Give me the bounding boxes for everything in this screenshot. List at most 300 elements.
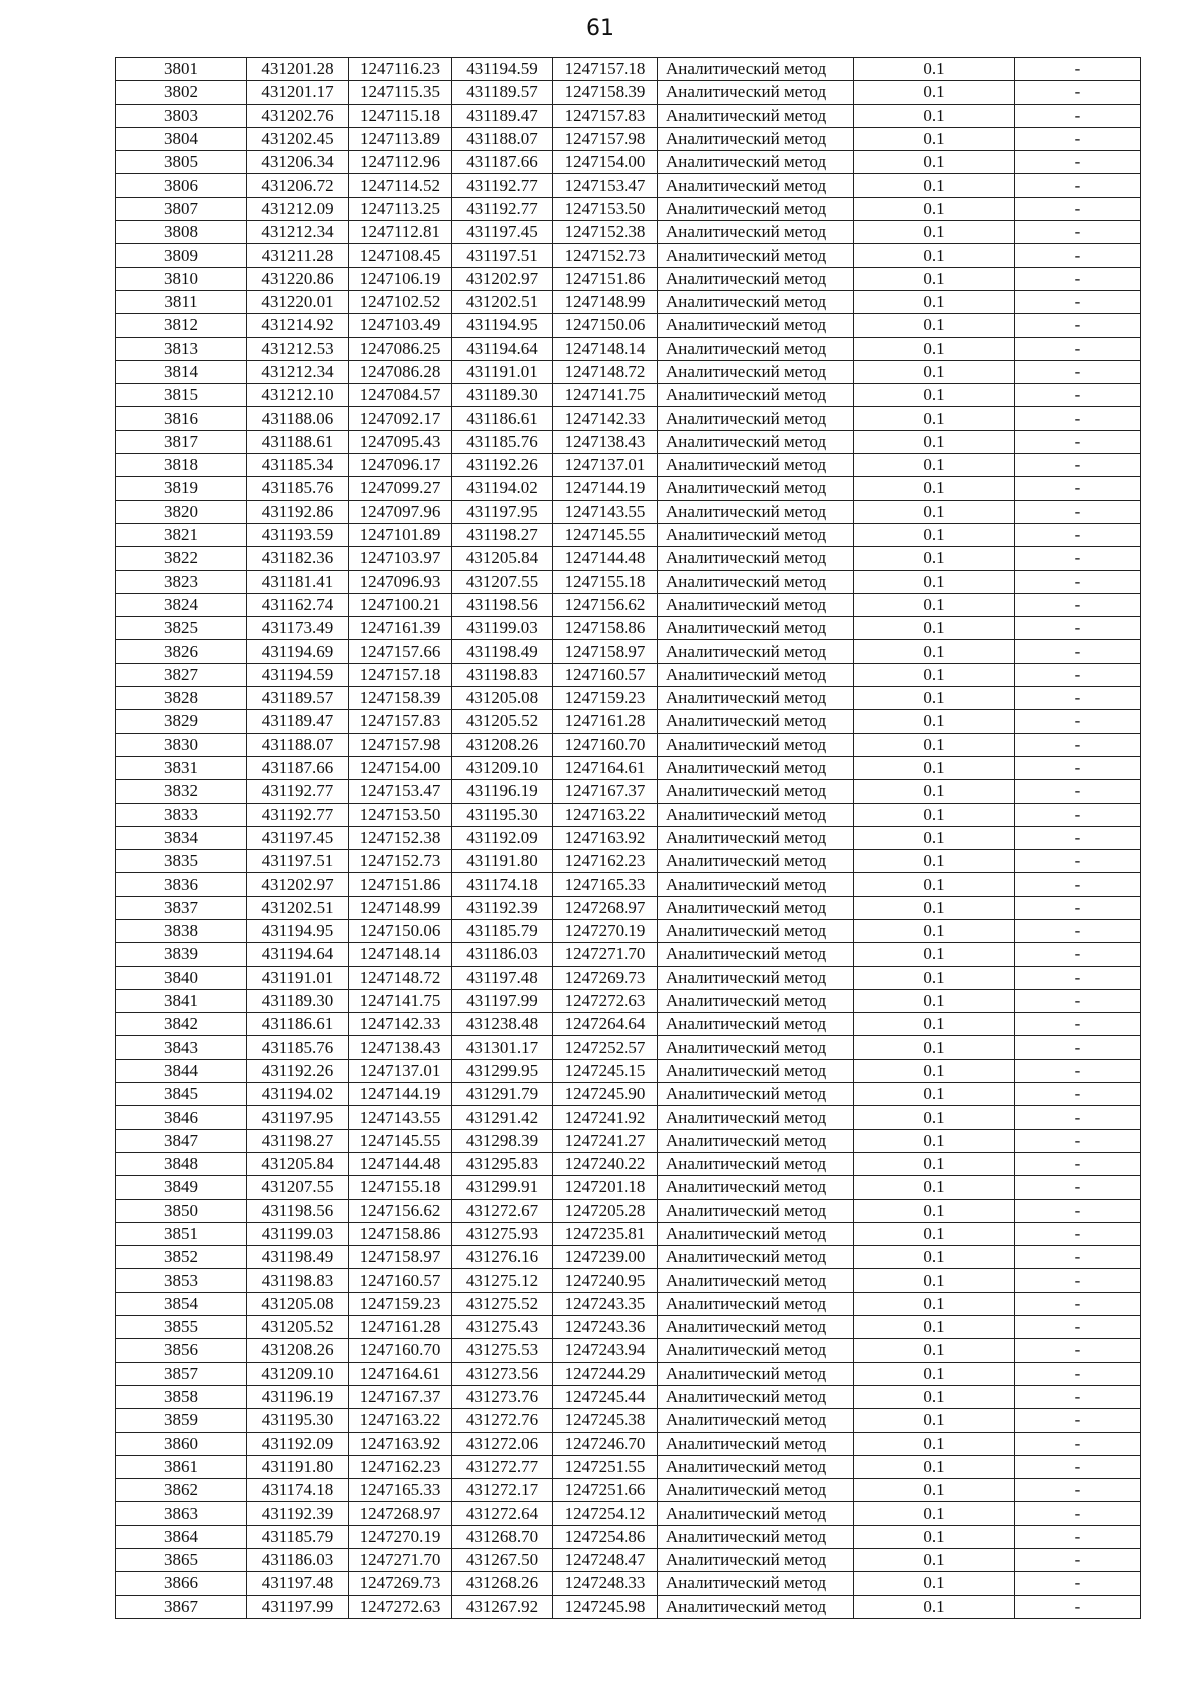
table-row [116, 803, 1141, 826]
precision-cell: 0.1 [854, 1106, 1015, 1129]
y2-cell: 1247154.00 [553, 151, 658, 174]
note-cell: - [1015, 989, 1141, 1012]
point-number-cell: 3821 [116, 523, 247, 546]
x1-cell: 431187.66 [247, 756, 349, 779]
y2-cell: 1247151.86 [553, 267, 658, 290]
x1-cell: 431202.51 [247, 896, 349, 919]
y2-cell: 1247251.66 [553, 1479, 658, 1502]
x2-cell: 431275.43 [452, 1316, 553, 1339]
note-cell: - [1015, 896, 1141, 919]
x2-cell: 431199.03 [452, 617, 553, 640]
note-cell: - [1015, 454, 1141, 477]
method-cell: Аналитический метод [658, 430, 854, 453]
y1-cell: 1247148.14 [349, 943, 452, 966]
y1-cell: 1247142.33 [349, 1013, 452, 1036]
y2-cell: 1247239.00 [553, 1246, 658, 1269]
method-cell: Аналитический метод [658, 780, 854, 803]
x1-cell: 431205.52 [247, 1316, 349, 1339]
point-number-cell: 3820 [116, 500, 247, 523]
precision-cell: 0.1 [854, 803, 1015, 826]
method-cell: Аналитический метод [658, 1549, 854, 1572]
method-cell: Аналитический метод [658, 1595, 854, 1618]
x1-cell: 431188.06 [247, 407, 349, 430]
table-row [116, 1059, 1141, 1082]
precision-cell: 0.1 [854, 687, 1015, 710]
table-row [116, 174, 1141, 197]
x2-cell: 431299.91 [452, 1176, 553, 1199]
table-row [116, 1129, 1141, 1152]
y1-cell: 1247157.18 [349, 663, 452, 686]
x1-cell: 431211.28 [247, 244, 349, 267]
y1-cell: 1247158.86 [349, 1222, 452, 1245]
precision-cell: 0.1 [854, 780, 1015, 803]
x1-cell: 431188.61 [247, 430, 349, 453]
table-row [116, 1455, 1141, 1478]
y2-cell: 1247157.83 [553, 104, 658, 127]
y2-cell: 1247144.48 [553, 547, 658, 570]
y2-cell: 1247205.28 [553, 1199, 658, 1222]
table-row [116, 1246, 1141, 1269]
method-cell: Аналитический метод [658, 919, 854, 942]
precision-cell: 0.1 [854, 1479, 1015, 1502]
table-row [116, 81, 1141, 104]
point-number-cell: 3841 [116, 989, 247, 1012]
precision-cell: 0.1 [854, 1409, 1015, 1432]
method-cell: Аналитический метод [658, 290, 854, 313]
point-number-cell: 3803 [116, 104, 247, 127]
x1-cell: 431197.45 [247, 826, 349, 849]
x2-cell: 431194.59 [452, 58, 553, 81]
table-row [116, 244, 1141, 267]
method-cell: Аналитический метод [658, 593, 854, 616]
table-row [116, 407, 1141, 430]
x2-cell: 431198.83 [452, 663, 553, 686]
precision-cell: 0.1 [854, 244, 1015, 267]
x2-cell: 431275.12 [452, 1269, 553, 1292]
note-cell: - [1015, 1176, 1141, 1199]
x1-cell: 431207.55 [247, 1176, 349, 1199]
note-cell: - [1015, 244, 1141, 267]
method-cell: Аналитический метод [658, 1339, 854, 1362]
point-number-cell: 3864 [116, 1525, 247, 1548]
x1-cell: 431199.03 [247, 1222, 349, 1245]
y1-cell: 1247155.18 [349, 1176, 452, 1199]
y2-cell: 1247141.75 [553, 384, 658, 407]
y1-cell: 1247159.23 [349, 1292, 452, 1315]
note-cell: - [1015, 1152, 1141, 1175]
method-cell: Аналитический метод [658, 81, 854, 104]
x2-cell: 431186.03 [452, 943, 553, 966]
x2-cell: 431191.80 [452, 850, 553, 873]
y2-cell: 1247158.39 [553, 81, 658, 104]
y2-cell: 1247159.23 [553, 687, 658, 710]
method-cell: Аналитический метод [658, 1083, 854, 1106]
x1-cell: 431185.76 [247, 1036, 349, 1059]
y1-cell: 1247103.49 [349, 314, 452, 337]
x1-cell: 431198.27 [247, 1129, 349, 1152]
y2-cell: 1247270.19 [553, 919, 658, 942]
y1-cell: 1247112.81 [349, 221, 452, 244]
method-cell: Аналитический метод [658, 1222, 854, 1245]
method-cell: Аналитический метод [658, 547, 854, 570]
point-number-cell: 3847 [116, 1129, 247, 1152]
x2-cell: 431197.95 [452, 500, 553, 523]
method-cell: Аналитический метод [658, 640, 854, 663]
point-number-cell: 3830 [116, 733, 247, 756]
method-cell: Аналитический метод [658, 1385, 854, 1408]
point-number-cell: 3817 [116, 430, 247, 453]
page-number: 61 [586, 16, 614, 41]
y2-cell: 1247152.38 [553, 221, 658, 244]
point-number-cell: 3843 [116, 1036, 247, 1059]
point-number-cell: 3816 [116, 407, 247, 430]
y1-cell: 1247269.73 [349, 1572, 452, 1595]
x1-cell: 431182.36 [247, 547, 349, 570]
precision-cell: 0.1 [854, 966, 1015, 989]
table-row [116, 687, 1141, 710]
precision-cell: 0.1 [854, 430, 1015, 453]
y1-cell: 1247115.18 [349, 104, 452, 127]
method-cell: Аналитический метод [658, 710, 854, 733]
x1-cell: 431192.86 [247, 500, 349, 523]
note-cell: - [1015, 104, 1141, 127]
method-cell: Аналитический метод [658, 58, 854, 81]
x1-cell: 431185.79 [247, 1525, 349, 1548]
precision-cell: 0.1 [854, 1502, 1015, 1525]
point-number-cell: 3850 [116, 1199, 247, 1222]
note-cell: - [1015, 850, 1141, 873]
x2-cell: 431186.61 [452, 407, 553, 430]
note-cell: - [1015, 174, 1141, 197]
table-row [116, 500, 1141, 523]
y2-cell: 1247158.86 [553, 617, 658, 640]
method-cell: Аналитический метод [658, 1292, 854, 1315]
x1-cell: 431197.48 [247, 1572, 349, 1595]
y2-cell: 1247157.98 [553, 127, 658, 150]
point-number-cell: 3852 [116, 1246, 247, 1269]
point-number-cell: 3824 [116, 593, 247, 616]
note-cell: - [1015, 803, 1141, 826]
point-number-cell: 3859 [116, 1409, 247, 1432]
method-cell: Аналитический метод [658, 337, 854, 360]
precision-cell: 0.1 [854, 710, 1015, 733]
note-cell: - [1015, 523, 1141, 546]
precision-cell: 0.1 [854, 290, 1015, 313]
point-number-cell: 3810 [116, 267, 247, 290]
note-cell: - [1015, 477, 1141, 500]
precision-cell: 0.1 [854, 1083, 1015, 1106]
point-number-cell: 3842 [116, 1013, 247, 1036]
x2-cell: 431276.16 [452, 1246, 553, 1269]
x2-cell: 431197.51 [452, 244, 553, 267]
point-number-cell: 3804 [116, 127, 247, 150]
table-row [116, 989, 1141, 1012]
point-number-cell: 3854 [116, 1292, 247, 1315]
x2-cell: 431205.84 [452, 547, 553, 570]
precision-cell: 0.1 [854, 314, 1015, 337]
y2-cell: 1247164.61 [553, 756, 658, 779]
x2-cell: 431185.76 [452, 430, 553, 453]
method-cell: Аналитический метод [658, 756, 854, 779]
precision-cell: 0.1 [854, 1316, 1015, 1339]
y2-cell: 1247153.50 [553, 197, 658, 220]
x2-cell: 431301.17 [452, 1036, 553, 1059]
precision-cell: 0.1 [854, 337, 1015, 360]
table-row [116, 733, 1141, 756]
note-cell: - [1015, 1083, 1141, 1106]
x1-cell: 431212.34 [247, 360, 349, 383]
x2-cell: 431267.50 [452, 1549, 553, 1572]
precision-cell: 0.1 [854, 640, 1015, 663]
y1-cell: 1247153.47 [349, 780, 452, 803]
y1-cell: 1247086.28 [349, 360, 452, 383]
x1-cell: 431191.01 [247, 966, 349, 989]
precision-cell: 0.1 [854, 1292, 1015, 1315]
method-cell: Аналитический метод [658, 687, 854, 710]
method-cell: Аналитический метод [658, 850, 854, 873]
note-cell: - [1015, 430, 1141, 453]
y2-cell: 1247167.37 [553, 780, 658, 803]
table-row [116, 1292, 1141, 1315]
table-row [116, 430, 1141, 453]
precision-cell: 0.1 [854, 1339, 1015, 1362]
note-cell: - [1015, 1549, 1141, 1572]
x1-cell: 431195.30 [247, 1409, 349, 1432]
table-row [116, 1036, 1141, 1059]
precision-cell: 0.1 [854, 1129, 1015, 1152]
point-number-cell: 3832 [116, 780, 247, 803]
method-cell: Аналитический метод [658, 1479, 854, 1502]
precision-cell: 0.1 [854, 477, 1015, 500]
note-cell: - [1015, 1269, 1141, 1292]
x1-cell: 431212.10 [247, 384, 349, 407]
y2-cell: 1247243.35 [553, 1292, 658, 1315]
table-row [116, 1409, 1141, 1432]
x2-cell: 431197.45 [452, 221, 553, 244]
y2-cell: 1247162.23 [553, 850, 658, 873]
y2-cell: 1247157.18 [553, 58, 658, 81]
x2-cell: 431187.66 [452, 151, 553, 174]
precision-cell: 0.1 [854, 1222, 1015, 1245]
point-number-cell: 3828 [116, 687, 247, 710]
point-number-cell: 3813 [116, 337, 247, 360]
table-row [116, 1176, 1141, 1199]
table-row [116, 1106, 1141, 1129]
note-cell: - [1015, 58, 1141, 81]
precision-cell: 0.1 [854, 1385, 1015, 1408]
point-number-cell: 3844 [116, 1059, 247, 1082]
y2-cell: 1247254.86 [553, 1525, 658, 1548]
precision-cell: 0.1 [854, 500, 1015, 523]
method-cell: Аналитический метод [658, 873, 854, 896]
point-number-cell: 3862 [116, 1479, 247, 1502]
y1-cell: 1247154.00 [349, 756, 452, 779]
precision-cell: 0.1 [854, 1059, 1015, 1082]
x2-cell: 431272.76 [452, 1409, 553, 1432]
table-row [116, 1502, 1141, 1525]
y1-cell: 1247271.70 [349, 1549, 452, 1572]
method-cell: Аналитический метод [658, 570, 854, 593]
point-number-cell: 3825 [116, 617, 247, 640]
x1-cell: 431209.10 [247, 1362, 349, 1385]
y2-cell: 1247165.33 [553, 873, 658, 896]
method-cell: Аналитический метод [658, 454, 854, 477]
method-cell: Аналитический метод [658, 197, 854, 220]
method-cell: Аналитический метод [658, 1455, 854, 1478]
point-number-cell: 3856 [116, 1339, 247, 1362]
table-row [116, 593, 1141, 616]
y1-cell: 1247268.97 [349, 1502, 452, 1525]
note-cell: - [1015, 1222, 1141, 1245]
x2-cell: 431194.02 [452, 477, 553, 500]
y2-cell: 1247148.99 [553, 290, 658, 313]
x2-cell: 431205.08 [452, 687, 553, 710]
x1-cell: 431202.97 [247, 873, 349, 896]
x1-cell: 431192.39 [247, 1502, 349, 1525]
note-cell: - [1015, 197, 1141, 220]
point-number-cell: 3805 [116, 151, 247, 174]
y1-cell: 1247167.37 [349, 1385, 452, 1408]
x2-cell: 431275.93 [452, 1222, 553, 1245]
note-cell: - [1015, 337, 1141, 360]
x1-cell: 431181.41 [247, 570, 349, 593]
y2-cell: 1247156.62 [553, 593, 658, 616]
precision-cell: 0.1 [854, 733, 1015, 756]
table-row [116, 826, 1141, 849]
y2-cell: 1247245.38 [553, 1409, 658, 1432]
precision-cell: 0.1 [854, 174, 1015, 197]
point-number-cell: 3831 [116, 756, 247, 779]
y2-cell: 1247251.55 [553, 1455, 658, 1478]
note-cell: - [1015, 1246, 1141, 1269]
y2-cell: 1247246.70 [553, 1432, 658, 1455]
precision-cell: 0.1 [854, 826, 1015, 849]
y2-cell: 1247252.57 [553, 1036, 658, 1059]
point-number-cell: 3827 [116, 663, 247, 686]
point-number-cell: 3829 [116, 710, 247, 733]
table-row [116, 617, 1141, 640]
note-cell: - [1015, 407, 1141, 430]
method-cell: Аналитический метод [658, 896, 854, 919]
y2-cell: 1247269.73 [553, 966, 658, 989]
point-number-cell: 3857 [116, 1362, 247, 1385]
method-cell: Аналитический метод [658, 127, 854, 150]
method-cell: Аналитический метод [658, 407, 854, 430]
x1-cell: 431212.09 [247, 197, 349, 220]
method-cell: Аналитический метод [658, 1013, 854, 1036]
method-cell: Аналитический метод [658, 1502, 854, 1525]
method-cell: Аналитический метод [658, 1246, 854, 1269]
point-number-cell: 3840 [116, 966, 247, 989]
y1-cell: 1247161.39 [349, 617, 452, 640]
point-number-cell: 3867 [116, 1595, 247, 1618]
precision-cell: 0.1 [854, 1152, 1015, 1175]
method-cell: Аналитический метод [658, 989, 854, 1012]
precision-cell: 0.1 [854, 1199, 1015, 1222]
y1-cell: 1247103.97 [349, 547, 452, 570]
x1-cell: 431192.26 [247, 1059, 349, 1082]
y2-cell: 1247142.33 [553, 407, 658, 430]
precision-cell: 0.1 [854, 1572, 1015, 1595]
point-number-cell: 3849 [116, 1176, 247, 1199]
note-cell: - [1015, 919, 1141, 942]
method-cell: Аналитический метод [658, 1106, 854, 1129]
x2-cell: 431185.79 [452, 919, 553, 942]
x1-cell: 431194.02 [247, 1083, 349, 1106]
precision-cell: 0.1 [854, 663, 1015, 686]
x1-cell: 431192.77 [247, 780, 349, 803]
precision-cell: 0.1 [854, 873, 1015, 896]
method-cell: Аналитический метод [658, 1316, 854, 1339]
y1-cell: 1247162.23 [349, 1455, 452, 1478]
point-number-cell: 3839 [116, 943, 247, 966]
point-number-cell: 3861 [116, 1455, 247, 1478]
point-number-cell: 3858 [116, 1385, 247, 1408]
method-cell: Аналитический метод [658, 1525, 854, 1548]
precision-cell: 0.1 [854, 1013, 1015, 1036]
x2-cell: 431197.48 [452, 966, 553, 989]
x2-cell: 431192.26 [452, 454, 553, 477]
table-row [116, 710, 1141, 733]
y1-cell: 1247112.96 [349, 151, 452, 174]
point-number-cell: 3835 [116, 850, 247, 873]
point-number-cell: 3853 [116, 1269, 247, 1292]
x1-cell: 431186.03 [247, 1549, 349, 1572]
y1-cell: 1247145.55 [349, 1129, 452, 1152]
y1-cell: 1247163.92 [349, 1432, 452, 1455]
table-row [116, 780, 1141, 803]
precision-cell: 0.1 [854, 896, 1015, 919]
y1-cell: 1247138.43 [349, 1036, 452, 1059]
y2-cell: 1247245.44 [553, 1385, 658, 1408]
precision-cell: 0.1 [854, 1525, 1015, 1548]
point-number-cell: 3865 [116, 1549, 247, 1572]
note-cell: - [1015, 1479, 1141, 1502]
y1-cell: 1247097.96 [349, 500, 452, 523]
y2-cell: 1247160.57 [553, 663, 658, 686]
x2-cell: 431188.07 [452, 127, 553, 150]
x1-cell: 431191.80 [247, 1455, 349, 1478]
y2-cell: 1247235.81 [553, 1222, 658, 1245]
method-cell: Аналитический метод [658, 803, 854, 826]
method-cell: Аналитический метод [658, 314, 854, 337]
y2-cell: 1247153.47 [553, 174, 658, 197]
x2-cell: 431291.79 [452, 1083, 553, 1106]
table-row [116, 384, 1141, 407]
note-cell: - [1015, 617, 1141, 640]
point-number-cell: 3860 [116, 1432, 247, 1455]
table-row [116, 127, 1141, 150]
y1-cell: 1247086.25 [349, 337, 452, 360]
table-row [116, 523, 1141, 546]
table-row [116, 873, 1141, 896]
table-row [116, 1316, 1141, 1339]
precision-cell: 0.1 [854, 360, 1015, 383]
y2-cell: 1247148.14 [553, 337, 658, 360]
y1-cell: 1247160.70 [349, 1339, 452, 1362]
table-row [116, 1013, 1141, 1036]
table-row [116, 640, 1141, 663]
y1-cell: 1247144.48 [349, 1152, 452, 1175]
x2-cell: 431202.51 [452, 290, 553, 313]
x1-cell: 431185.34 [247, 454, 349, 477]
x1-cell: 431189.30 [247, 989, 349, 1012]
table-row [116, 1269, 1141, 1292]
y1-cell: 1247272.63 [349, 1595, 452, 1618]
table-row [116, 477, 1141, 500]
point-number-cell: 3845 [116, 1083, 247, 1106]
method-cell: Аналитический метод [658, 617, 854, 640]
